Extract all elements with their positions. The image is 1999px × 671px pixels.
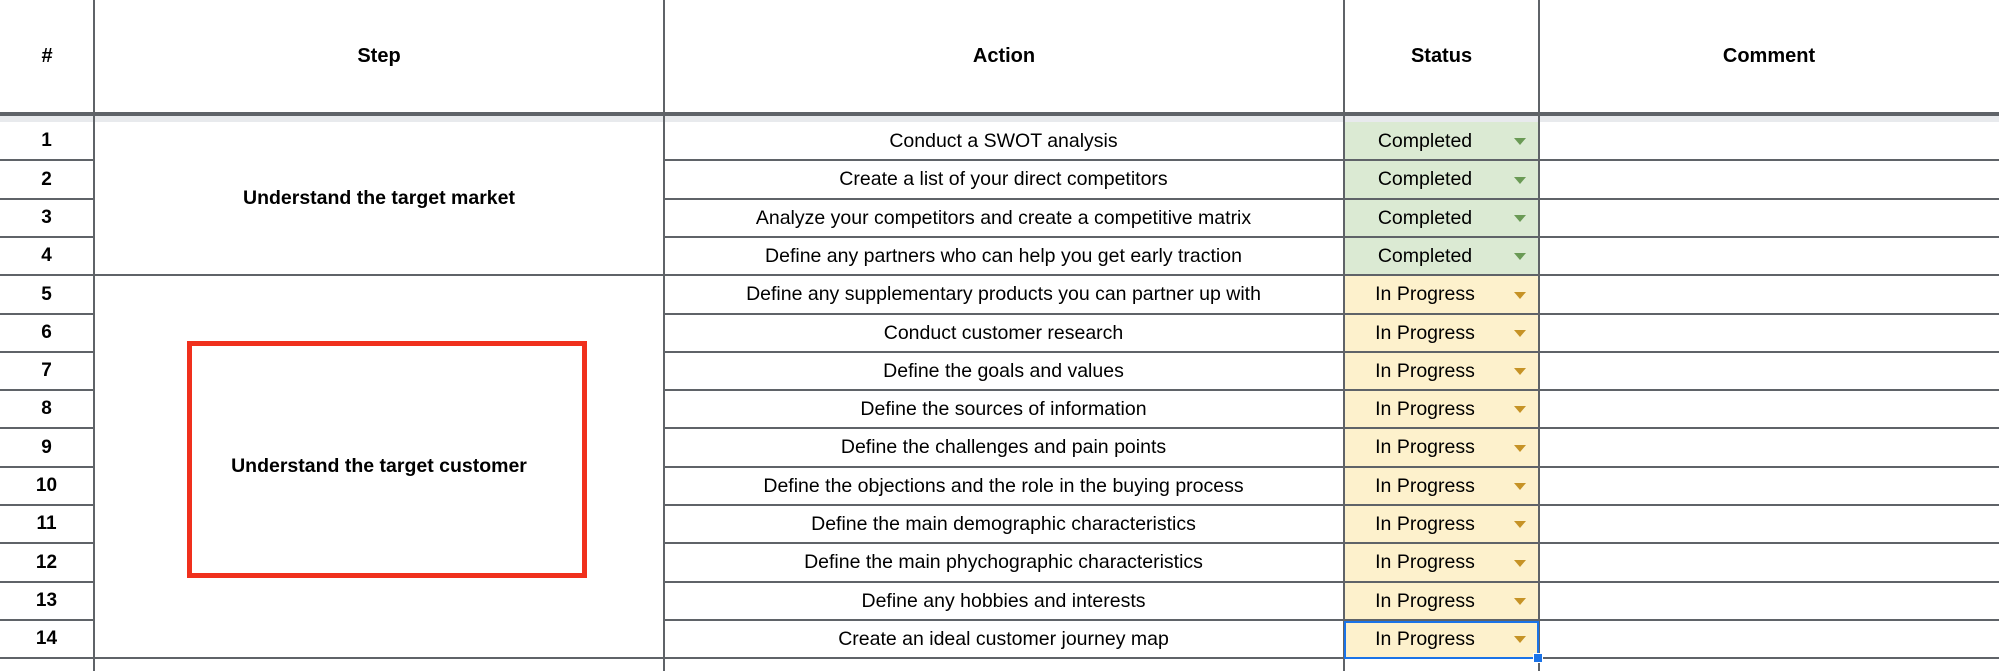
header-step[interactable]: Step [357, 44, 401, 67]
grid-hline [663, 466, 1999, 468]
grid-vline [1538, 0, 1540, 671]
row-number[interactable]: 6 [41, 322, 52, 343]
status-label: In Progress [1375, 397, 1475, 420]
grid-hline [0, 274, 1999, 276]
grid-hline [0, 581, 93, 583]
grid-hline [0, 427, 93, 429]
comment-cell[interactable] [1540, 620, 1999, 658]
grid-hline [663, 542, 1999, 544]
grid-hline [0, 389, 93, 391]
row-number[interactable]: 5 [41, 283, 52, 305]
grid-hline [663, 236, 1999, 238]
grid-hline [0, 466, 93, 468]
fill-handle[interactable] [1533, 653, 1543, 663]
action-cell[interactable]: Define the sources of information [860, 397, 1147, 420]
header-status[interactable]: Status [1410, 44, 1473, 67]
action-cell[interactable]: Conduct a SWOT analysis [889, 129, 1118, 152]
dropdown-arrow-icon[interactable] [1514, 215, 1526, 222]
action-cell[interactable]: Create a list of your direct competitors [839, 168, 1168, 190]
dropdown-arrow-icon[interactable] [1514, 330, 1526, 337]
dropdown-arrow-icon[interactable] [1514, 253, 1526, 260]
dropdown-arrow-icon[interactable] [1514, 521, 1526, 528]
status-label: In Progress [1375, 321, 1475, 344]
action-cell[interactable]: Define the challenges and pain points [840, 436, 1167, 458]
action-cell[interactable]: Define the goals and values [883, 359, 1124, 382]
grid-hline [0, 619, 93, 621]
action-cell[interactable]: Define any hobbies and interests [861, 589, 1146, 612]
grid-hline [0, 198, 93, 200]
comment-cell[interactable] [1540, 582, 1999, 620]
comment-cell[interactable] [1540, 390, 1999, 428]
status-label: In Progress [1375, 359, 1475, 382]
action-cell[interactable]: Define the objections and the role in the buying process [763, 474, 1244, 497]
dropdown-arrow-icon[interactable] [1514, 560, 1526, 567]
row-number[interactable]: 9 [41, 436, 52, 458]
comment-cell[interactable] [1540, 199, 1999, 237]
step-cell-target-customer[interactable]: Understand the target customer [231, 455, 527, 477]
row-number[interactable]: 7 [41, 360, 52, 381]
status-dropdown-in-progress[interactable] [1345, 467, 1538, 505]
grid-hline [0, 504, 93, 506]
active-cell-selection[interactable] [1344, 621, 1539, 659]
dropdown-arrow-icon[interactable] [1514, 292, 1526, 299]
status-dropdown-in-progress[interactable] [1345, 275, 1538, 314]
status-dropdown-in-progress[interactable] [1345, 505, 1538, 543]
grid-hline [663, 504, 1999, 506]
status-dropdown-in-progress[interactable] [1345, 428, 1538, 467]
status-dropdown-completed[interactable] [1345, 199, 1538, 237]
header-num[interactable]: # [41, 44, 53, 67]
status-dropdown-in-progress[interactable] [1345, 390, 1538, 428]
grid-hline [0, 657, 1999, 659]
header-comment[interactable]: Comment [1722, 44, 1816, 67]
action-cell[interactable]: Create an ideal customer journey map [838, 627, 1169, 650]
status-label: In Progress [1375, 512, 1475, 535]
status-dropdown-in-progress[interactable] [1345, 352, 1538, 390]
comment-cell[interactable] [1540, 314, 1999, 352]
row-number[interactable]: 10 [35, 475, 58, 496]
status-dropdown-in-progress[interactable] [1345, 543, 1538, 582]
grid-hline [663, 351, 1999, 353]
status-label: In Progress [1375, 436, 1475, 458]
comment-cell[interactable] [1540, 505, 1999, 543]
dropdown-arrow-icon[interactable] [1514, 445, 1526, 452]
status-dropdown-in-progress[interactable] [1345, 314, 1538, 352]
header-action[interactable]: Action [972, 44, 1036, 67]
status-label: In Progress [1375, 551, 1475, 573]
row-number[interactable]: 11 [36, 513, 57, 534]
status-label: Completed [1377, 206, 1473, 229]
row-number[interactable]: 8 [41, 398, 52, 419]
action-cell[interactable]: Define the main demographic characteristics [811, 512, 1196, 535]
grid-hline [663, 198, 1999, 200]
action-cell[interactable]: Define the main phychographic characteristics [804, 551, 1203, 573]
dropdown-arrow-icon[interactable] [1514, 483, 1526, 490]
status-label: In Progress [1375, 589, 1475, 612]
highlight-box [187, 341, 587, 578]
action-cell[interactable]: Analyze your competitors and create a competitive matrix [755, 206, 1252, 229]
status-dropdown-completed[interactable] [1345, 122, 1538, 160]
comment-cell[interactable] [1540, 237, 1999, 275]
status-dropdown-completed[interactable] [1345, 237, 1538, 275]
comment-cell[interactable] [1540, 160, 1999, 199]
comment-cell[interactable] [1540, 467, 1999, 505]
grid-hline [0, 159, 93, 161]
status-dropdown-completed[interactable] [1345, 160, 1538, 199]
dropdown-arrow-icon[interactable] [1514, 598, 1526, 605]
status-dropdown-in-progress[interactable] [1345, 582, 1538, 620]
grid-vline [1343, 0, 1345, 671]
dropdown-arrow-icon[interactable] [1514, 406, 1526, 413]
grid-hline [663, 427, 1999, 429]
grid-hline [663, 389, 1999, 391]
grid-hline [663, 313, 1999, 315]
dropdown-arrow-icon[interactable] [1514, 177, 1526, 184]
status-label: Completed [1377, 129, 1473, 152]
grid-hline [663, 619, 1999, 621]
dropdown-arrow-icon[interactable] [1514, 138, 1526, 145]
comment-cell[interactable] [1540, 543, 1999, 582]
grid-hline [0, 313, 93, 315]
grid-hline [663, 581, 1999, 583]
row-number[interactable]: 3 [41, 207, 52, 228]
status-label: In Progress [1375, 627, 1475, 650]
grid-hline [0, 351, 93, 353]
row-number[interactable]: 4 [41, 245, 52, 266]
row-number[interactable]: 1 [41, 130, 52, 151]
grid-vline [93, 0, 95, 671]
action-cell[interactable]: Define any supplementary products you can partner up with [746, 283, 1261, 305]
comment-cell[interactable] [1540, 275, 1999, 314]
status-label: In Progress [1375, 474, 1475, 497]
status-label: In Progress [1375, 283, 1475, 305]
status-label: Completed [1377, 168, 1473, 190]
grid-hline [663, 159, 1999, 161]
status-label: Completed [1377, 244, 1473, 267]
row-number[interactable]: 13 [35, 590, 58, 611]
step-cell-target-market[interactable]: Understand the target market [243, 186, 515, 209]
row-number[interactable]: 2 [41, 168, 52, 190]
action-cell[interactable]: Conduct customer research [883, 321, 1124, 344]
comment-cell[interactable] [1540, 122, 1999, 160]
action-cell[interactable]: Define any partners who can help you get early traction [765, 244, 1242, 267]
grid-hline [0, 236, 93, 238]
dropdown-arrow-icon[interactable] [1514, 368, 1526, 375]
comment-cell[interactable] [1540, 428, 1999, 467]
grid-vline [663, 0, 665, 671]
row-number[interactable]: 12 [35, 551, 58, 573]
comment-cell[interactable] [1540, 352, 1999, 390]
row-number[interactable]: 14 [35, 628, 58, 649]
grid-hline [0, 542, 93, 544]
